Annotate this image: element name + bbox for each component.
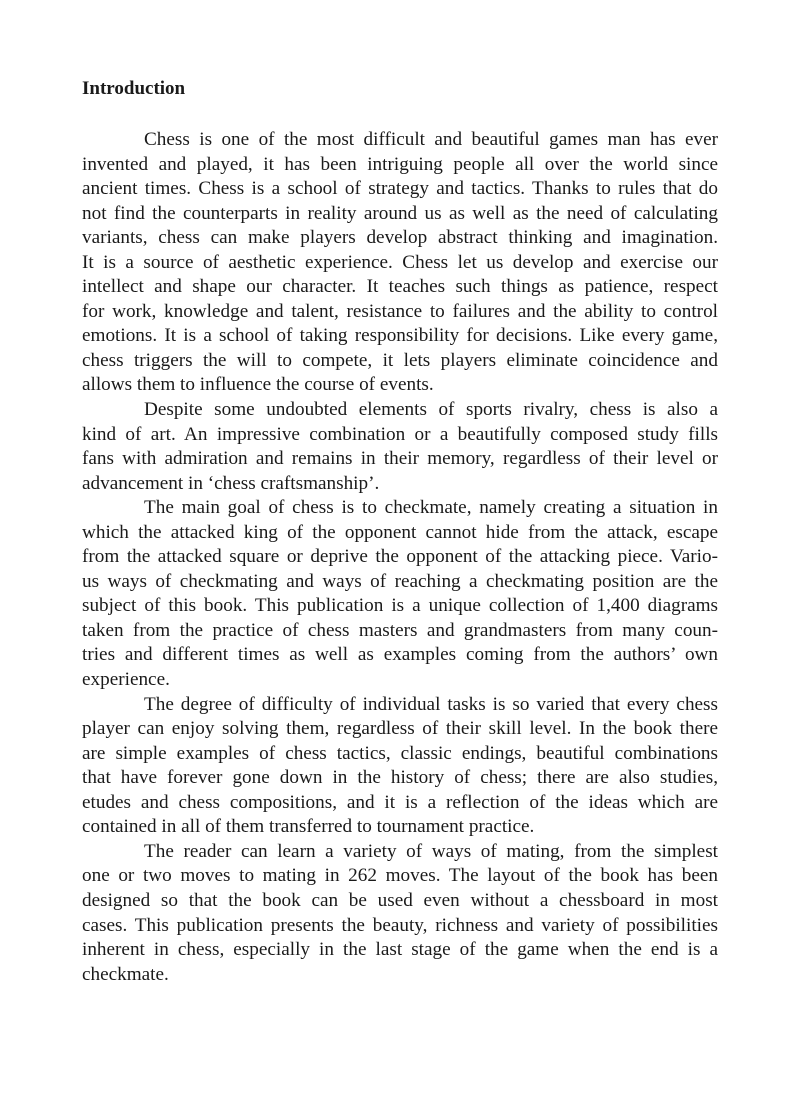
text-line: experience.: [82, 669, 170, 691]
text-line: ancient times. Chess is a school of strategy and tactics. Thanks to rules that do: [82, 178, 718, 200]
text-line: emotions. It is a school of taking responsibility for decisions. Like every game,: [82, 325, 718, 347]
text-line: taken from the practice of chess masters and grandmasters from many coun-: [82, 619, 718, 641]
text-line: designed so that the book can be used even without a chessboard in most: [82, 889, 718, 911]
body-text: [82, 128, 718, 987]
text-line: variants, chess can make players develop abstract thinking and imagination.: [82, 227, 718, 249]
text-line: checkmate.: [82, 963, 169, 985]
text-line: that have forever gone down in the history of chess; there are also studies,: [82, 767, 718, 789]
text-line: The degree of difficulty of individual tasks is so varied that every chess: [144, 693, 718, 715]
text-line: are simple examples of chess tactics, classic endings, beautiful combinations: [82, 742, 718, 764]
text-line: The main goal of chess is to checkmate, namely creating a situation in: [144, 497, 718, 519]
text-line: player can enjoy solving them, regardless of their skill level. In the book there: [82, 718, 718, 740]
paragraph-5: [82, 840, 718, 987]
text-line: inherent in chess, especially in the last stage of the game when the end is a: [82, 939, 718, 961]
text-line: fans with admiration and remains in their memory, regardless of their level or: [82, 448, 718, 470]
text-line: etudes and chess compositions, and it is a reflection of the ideas which are: [82, 791, 718, 813]
text-line: cases. This publication presents the beauty, richness and variety of possibilities: [82, 914, 718, 936]
paragraph-2: [82, 398, 718, 496]
text-line: tries and different times as well as examples coming from the authors’ own: [82, 644, 718, 666]
text-line: not find the counterparts in reality around us as well as the need of calculating: [82, 202, 718, 224]
paragraph-1: [82, 128, 718, 398]
text-line: one or two moves to mating in 262 moves. The layout of the book has been: [82, 865, 718, 887]
text-line: intellect and shape our character. It teaches such things as patience, respect: [82, 276, 718, 298]
text-line: Chess is one of the most difficult and beautiful games man has ever: [144, 129, 718, 150]
section-heading: Introduction: [82, 78, 186, 99]
text-line: subject of this book. This publication is a unique collection of 1,400 diagrams: [82, 595, 718, 617]
text-line: The reader can learn a variety of ways of mating, from the simplest: [144, 840, 718, 862]
text-line: chess triggers the will to compete, it lets players eliminate coincidence and: [82, 349, 718, 371]
text-line: for work, knowledge and talent, resistance to failures and the ability to control: [82, 300, 718, 322]
paragraph-3: [82, 496, 718, 692]
text-line: advancement in ‘chess craftsmanship’.: [82, 472, 380, 494]
text-line: us ways of checkmating and ways of reaching a checkmating position are the: [82, 570, 718, 592]
text-line: contained in all of them transferred to tournament practice.: [82, 816, 535, 838]
text-line: It is a source of aesthetic experience. Chess let us develop and exercise our: [82, 251, 718, 273]
paragraph-4: [82, 693, 718, 840]
text-line: Despite some undoubted elements of sports rivalry, chess is also a: [144, 399, 718, 421]
text-line: kind of art. An impressive combination or a beautifully composed study fills: [82, 423, 718, 445]
text-line: which the attacked king of the opponent cannot hide from the attack, escape: [82, 521, 718, 543]
text-line: allows them to influence the course of events.: [82, 374, 434, 396]
text-line: invented and played, it has been intriguing people all over the world since: [82, 153, 718, 175]
text-line: from the attacked square or deprive the opponent of the attacking piece. Vario-: [82, 546, 718, 568]
